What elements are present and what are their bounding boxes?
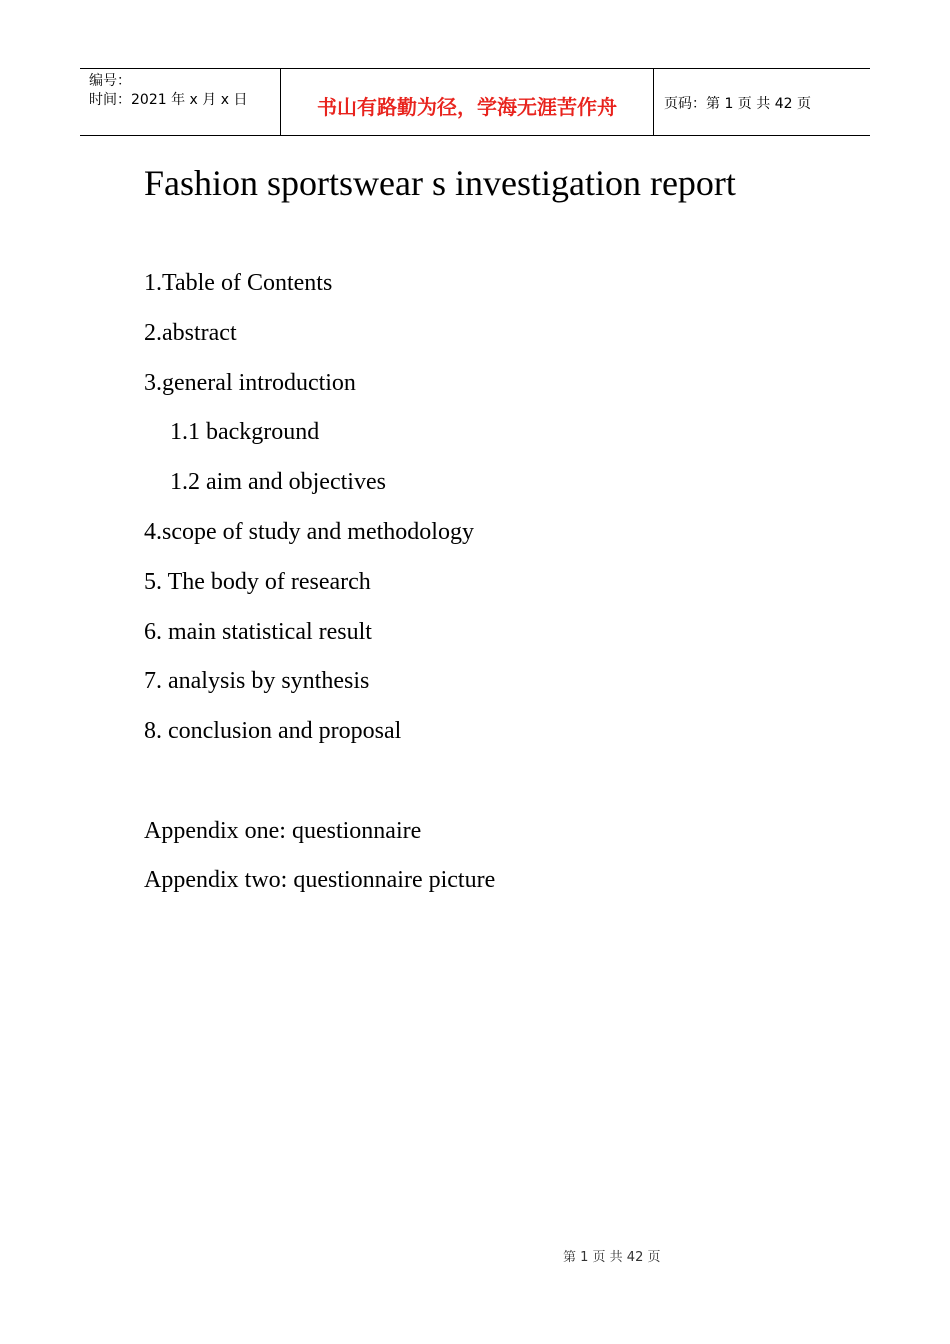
toc-item: 2.abstract [144, 320, 237, 346]
toc-item: 7. analysis by synthesis [144, 668, 370, 694]
appendix-item: Appendix two: questionnaire picture [144, 867, 496, 893]
toc-item: 6. main statistical result [144, 619, 372, 645]
toc-subitem: 1.2 aim and objectives [170, 469, 386, 495]
toc-item: 5. The body of research [144, 569, 371, 595]
toc-item: 4.scope of study and methodology [144, 519, 474, 545]
toc-item: 8. conclusion and proposal [144, 718, 402, 744]
header-page-cell [654, 69, 870, 135]
footer-page-number: 第 1 页 共 42 页 [563, 1250, 661, 1265]
toc-item: 3.general introduction [144, 370, 356, 396]
serial-number-label: 编号： [89, 73, 131, 89]
header-motto-cell [281, 69, 654, 135]
motto-text: 书山有路勤为径，学海无涯苦作舟 [317, 95, 617, 119]
page-indicator: 页码：第 1 页 共 42 页 [664, 96, 811, 112]
page-footer [563, 1246, 660, 1265]
page-title: Fashion sportswear s investigation report [144, 163, 736, 203]
document-header [80, 68, 870, 136]
header-meta-cell [80, 69, 281, 135]
appendix-item: Appendix one: questionnaire [144, 818, 422, 844]
date-label: 时间：2021 年 x 月 x 日 [89, 92, 248, 108]
toc-subitem: 1.1 background [170, 419, 320, 445]
toc-item: 1.Table of Contents [144, 270, 333, 296]
